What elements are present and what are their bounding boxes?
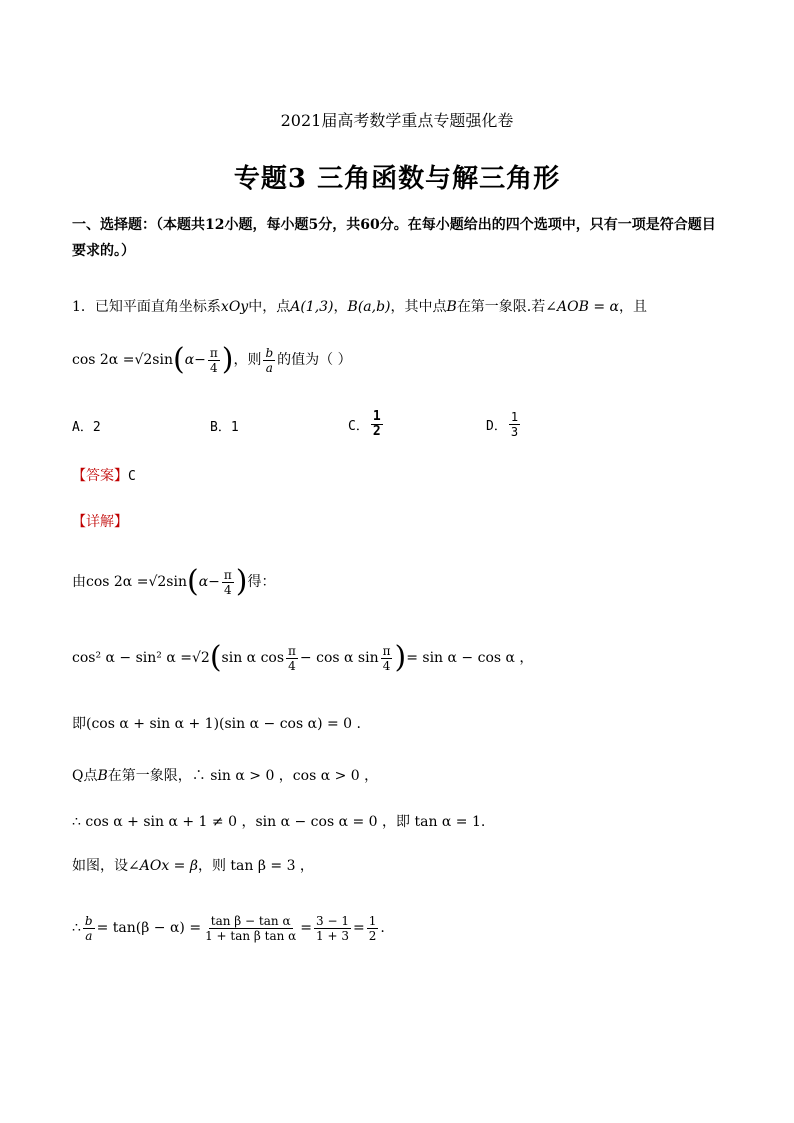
answer-tag: 【答案】 [72, 468, 128, 484]
detail-tag: 【详解】 [72, 514, 128, 530]
question-text: 1．已知平面直角坐标系 [72, 299, 221, 315]
sqrt-two: √2 [134, 352, 153, 368]
equation-left: cos² α − sin² α = [72, 650, 192, 666]
fraction-numerator: 1 [510, 409, 519, 424]
equation-left: cos 2α = [72, 352, 135, 368]
option-label: D． [486, 418, 507, 434]
fraction-numerator: π [223, 567, 232, 582]
step-text: 在第一象限，∴ sin α > 0 ，cos α > 0 ， [107, 768, 379, 784]
detail-step-5: ∴ cos α + sin α + 1 ≠ 0 ，sin α − cos α = 0 ，即 tan α = 1. [72, 814, 486, 830]
fraction-numerator: b [84, 913, 93, 928]
fraction-numerator: π [288, 643, 296, 658]
step-text: Q点 [72, 768, 98, 784]
equation-right: = sin α − cos α ， [406, 650, 534, 666]
fraction-numerator: 1 [372, 408, 381, 424]
sin-label: sin [152, 352, 173, 368]
numeric-fraction [314, 914, 351, 943]
fraction-numerator: b [265, 345, 274, 360]
fraction-numerator: π [382, 643, 391, 658]
detail-step-4 [72, 766, 378, 786]
paren-open: ( [209, 640, 222, 675]
paren-open: ( [172, 342, 185, 377]
point-a: A(1,3) [290, 299, 334, 315]
detail-step-2 [72, 638, 533, 678]
fraction-numerator: tan β − tan α [210, 913, 291, 928]
paren-close: ) [235, 564, 248, 599]
step-text: ，则 tan β = 3 ， [197, 858, 314, 874]
therefore-symbol: ∴ [72, 920, 81, 936]
alpha-minus: α− [198, 574, 220, 590]
equals-sign: = [352, 920, 365, 936]
question-text: ，且 [618, 299, 647, 315]
fraction-denominator: a [85, 928, 93, 943]
sin-label: sin [166, 574, 187, 590]
detail-step-3: 即(cos α + sin α + 1)(sin α − cos α) = 0 . [72, 716, 361, 732]
expression-part: sin α cos [221, 650, 285, 666]
document-subtitle: 专题3 三角函数与解三角形 [233, 164, 561, 194]
paren-open: ( [186, 564, 199, 599]
step-text: 由 [72, 574, 86, 590]
fraction-denominator: 3 [510, 424, 519, 439]
period: . [380, 920, 385, 936]
fraction-denominator: 1 + 3 [316, 928, 349, 943]
fraction-denominator: 2 [368, 928, 377, 943]
answer-value: C [128, 469, 136, 484]
coord-system: xOy [220, 299, 249, 315]
then-text: ，则 [233, 352, 262, 368]
question-line-1 [72, 297, 647, 317]
equation-left: cos 2α = [86, 574, 149, 590]
question-text: 在第一象限.若∠ [456, 299, 557, 315]
option-b[interactable]: B．1 [210, 420, 239, 435]
angle-expression: AOB = α [557, 299, 619, 315]
point-label: B [97, 768, 108, 784]
detail-step-7 [72, 906, 385, 950]
fraction-denominator: 4 [210, 360, 218, 375]
option-label: C． [348, 418, 369, 434]
value-of-text: 的值为（ ） [277, 352, 352, 368]
point-label: B [446, 299, 457, 315]
sqrt-two: √2 [148, 574, 167, 590]
fraction-numerator: 1 [368, 913, 377, 928]
option-c-fraction [371, 410, 383, 439]
fraction-denominator: 4 [382, 658, 391, 673]
detail-step-1 [72, 562, 275, 602]
question-text: 中，点 [248, 299, 291, 315]
pi-over-four [208, 346, 220, 375]
pi-over-four [286, 644, 298, 673]
fraction-denominator: 4 [224, 582, 232, 597]
expression-part: − cos α sin [299, 650, 379, 666]
paren-close: ) [394, 640, 407, 675]
question-text: ，其中点 [390, 299, 447, 315]
b-over-a [263, 346, 275, 375]
answer-line [72, 466, 136, 487]
detail-step-6 [72, 856, 314, 876]
alpha-minus: α− [184, 352, 206, 368]
fraction-denominator: 2 [372, 423, 381, 439]
sqrt-two: √2 [191, 650, 210, 666]
separator: ， [333, 299, 348, 315]
angle-expression: AOx = β [139, 858, 198, 874]
point-b: B(a,b) [347, 299, 391, 315]
fraction-denominator: 4 [288, 658, 296, 673]
fraction-denominator: 1 + tan β tan α [205, 928, 297, 943]
step-text: 得： [247, 574, 276, 590]
result-fraction [367, 914, 379, 943]
pi-over-four [222, 568, 234, 597]
b-over-a [83, 914, 95, 943]
document-title: 2021届高考数学重点专题强化卷 [280, 111, 514, 130]
fraction-denominator: a [265, 360, 273, 375]
option-d[interactable] [486, 406, 522, 442]
step-text: 如图，设∠ [72, 858, 140, 874]
fraction-numerator: 3 − 1 [316, 913, 349, 928]
option-c[interactable] [348, 406, 385, 442]
equals-sign: = [300, 920, 313, 936]
option-a[interactable]: A．2 [72, 420, 101, 435]
pi-over-four [381, 644, 393, 673]
question-line-2 [72, 340, 352, 380]
expression-part: = tan(β − α) = [96, 920, 202, 936]
option-d-fraction [509, 410, 520, 439]
tan-fraction [203, 914, 298, 943]
paren-close: ) [221, 342, 234, 377]
fraction-numerator: π [209, 345, 218, 360]
section-heading: 一、选择题：（本题共12小题，每小题5分，共60分。在每小题给出的四个选项中，只有一项是符合题目要求的。） [72, 217, 716, 259]
